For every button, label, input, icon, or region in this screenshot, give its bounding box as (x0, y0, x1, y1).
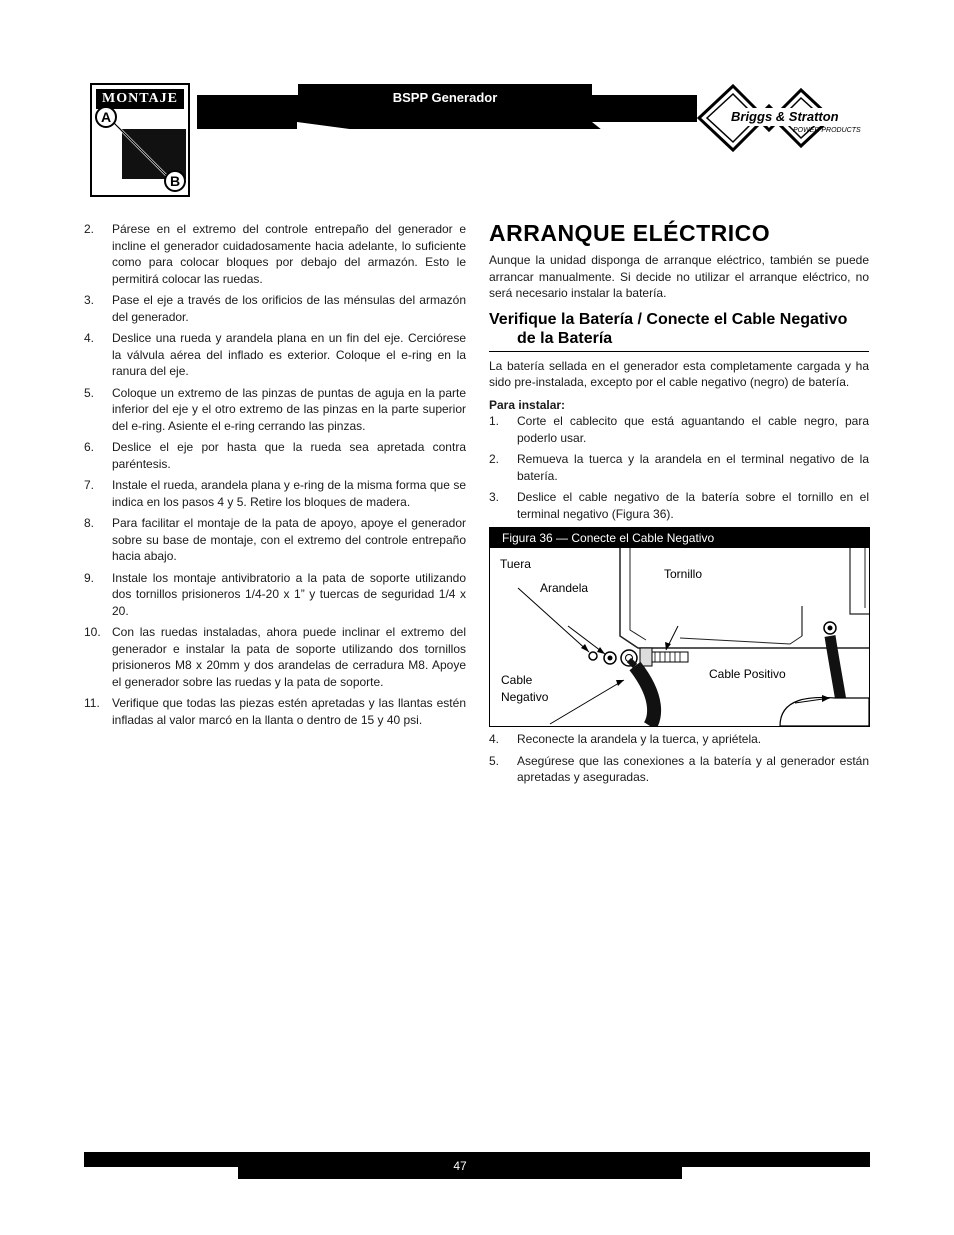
section-badge (90, 83, 190, 197)
step-text: Deslice una rueda y arandela plana en un fin del eje. Cerciórese la válvula aérea del inflado es exterior. Coloque el e-ring en la ranura del eje. (112, 331, 466, 378)
brand-logo (697, 84, 869, 159)
list-item (84, 439, 466, 472)
product-title: BSPP Generador (392, 90, 498, 105)
page-number: 47 (453, 1159, 467, 1173)
brand-subtitle: POWER PRODUCTS (793, 127, 861, 134)
battery-note: La batería sellada en el generador esta completamente cargada y ha sido pre-instalada, excepto por el cable negativo (negro) de batería. (489, 358, 869, 389)
list-item (489, 489, 869, 522)
step-number: 6. (84, 440, 95, 454)
step-number: 8. (84, 516, 95, 530)
step-text: Instale el rueda, arandela plana y e-ring de la misma forma que se indica en los pasos 4 y 5. Retire los bloques de madera. (112, 478, 466, 509)
step-text: Deslice el eje por hasta que la rueda sea apretada contra paréntesis. (112, 440, 466, 471)
figure-36 (489, 527, 870, 727)
step-number: 2. (84, 222, 95, 236)
step-number: 5. (84, 385, 95, 400)
step-number: 3. (489, 490, 500, 504)
list-item (84, 570, 466, 620)
badge-letter-b: B (169, 173, 181, 189)
step-text: Coloque un extremo de las pinzas de puntas de aguja en la parte inferior del eje y el otro extremo de las pinzas en la parte superior del e-ring. Asiente el e-ring cerrando las pinzas. (112, 385, 466, 433)
list-item (84, 624, 466, 690)
subsection-rule (489, 351, 869, 352)
step-number: 10. (84, 625, 101, 639)
step-text: Corte el cablecito que está aguantando el cable negro, para poderlo usar. (517, 414, 869, 445)
list-item (489, 731, 869, 748)
label-cable-negativo-line1: Cable (501, 673, 533, 687)
label-cable-positivo: Cable Positivo (709, 667, 786, 681)
step-text: Pase el eje a través de los orificios de las ménsulas del armazón del generador. (112, 293, 466, 324)
list-item (84, 221, 466, 287)
step-text: Remueva la tuerca y la arandela en el terminal negativo de la batería. (517, 452, 869, 483)
step-number: 3. (84, 293, 95, 307)
list-item (489, 451, 869, 484)
step-number: 5. (489, 753, 500, 768)
list-item (84, 515, 466, 565)
label-cable-negativo-line2: Negativo (501, 690, 549, 704)
step-number: 11. (84, 696, 100, 710)
step-text: Para facilitar el montaje de la pata de apoyo, apoye el generador sobre su base de montaje, con el extremo del controle entrepaño hacia abajo. (112, 516, 466, 563)
step-number: 7. (84, 478, 95, 492)
assembly-steps-column (84, 221, 466, 733)
install-steps-list (489, 413, 869, 522)
step-number: 1. (489, 414, 500, 428)
negative-cable (635, 666, 654, 726)
label-tornillo: Tornillo (664, 567, 703, 581)
assembly-steps-list (84, 221, 466, 728)
step-number: 2. (489, 452, 500, 466)
section-badge-title: MONTAJE (96, 89, 184, 109)
label-tuera: Tuera (500, 557, 531, 571)
electric-start-column (489, 220, 869, 791)
step-text: Párese en el extremo del controle entrepaño del generador e incline el generador cuidadosamente hacia adelante, lo suficiente como para colocar bloques por debajo del armazón. Esto le permitirá colocar las ruedas. (112, 222, 466, 286)
step-text: Asegúrese que las conexiones a la batería y al generador están apretadas y aseguradas. (517, 753, 869, 784)
final-steps-list (489, 731, 869, 786)
badge-letter-a: A (100, 109, 112, 125)
intro-paragraph: Aunque la unidad disponga de arranque eléctrico, también se puede arrancar manualmente. Si decide no utilizar el arranque eléctrico, no será necesario instalar la batería. (489, 253, 869, 300)
step-text: Deslice el cable negativo de la batería sobre el tornillo en el terminal negativo (Figura 36). (517, 490, 869, 521)
list-item (84, 695, 466, 728)
step-text: Instale los montaje antivibratorio a la pata de soporte utilizando dos tornillos prisioneros 1/4-20 x 1” y tuercas de seguridad 1/4 x 20. (112, 570, 466, 618)
list-item (489, 413, 869, 446)
list-item (84, 292, 466, 325)
step-number: 9. (84, 570, 95, 585)
negative-post (650, 652, 688, 662)
list-item (489, 753, 869, 786)
step-text: Reconecte la arandela y la tuerca, y apriétela. (517, 732, 762, 746)
step-number: 4. (489, 732, 500, 746)
assembly-a-to-b-icon (92, 85, 192, 199)
label-arandela: Arandela (540, 581, 589, 595)
section-title: ARRANQUE ELÉCTRICO (489, 220, 771, 246)
list-item (84, 330, 466, 380)
brand-name: Briggs & Stratton (731, 109, 839, 124)
nut-icon (589, 652, 597, 660)
subsection-title: Verifique la Batería / Conecte el Cable Negativo de la Batería (489, 310, 848, 347)
install-heading: Para instalar: (489, 397, 566, 412)
step-text: Con las ruedas instaladas, ahora puede inclinar el extremo del generador e instalar la pata de soporte utilizando dos tornillos prisioneros M8 x 20mm y dos arandelas de cerradura M8. Apoye el generador sobre las ruedas y la pata de soporte. (112, 625, 466, 689)
figure-caption: Figura 36 — Conecte el Cable Negativo (490, 528, 869, 548)
list-item (84, 385, 466, 435)
step-text: Verifique que todas las piezas estén apretadas y las llantas estén infladas al valor marcó en la llanta o dentro de 15 y 40 psi. (112, 696, 466, 727)
step-number: 4. (84, 331, 95, 345)
list-item (84, 477, 466, 510)
